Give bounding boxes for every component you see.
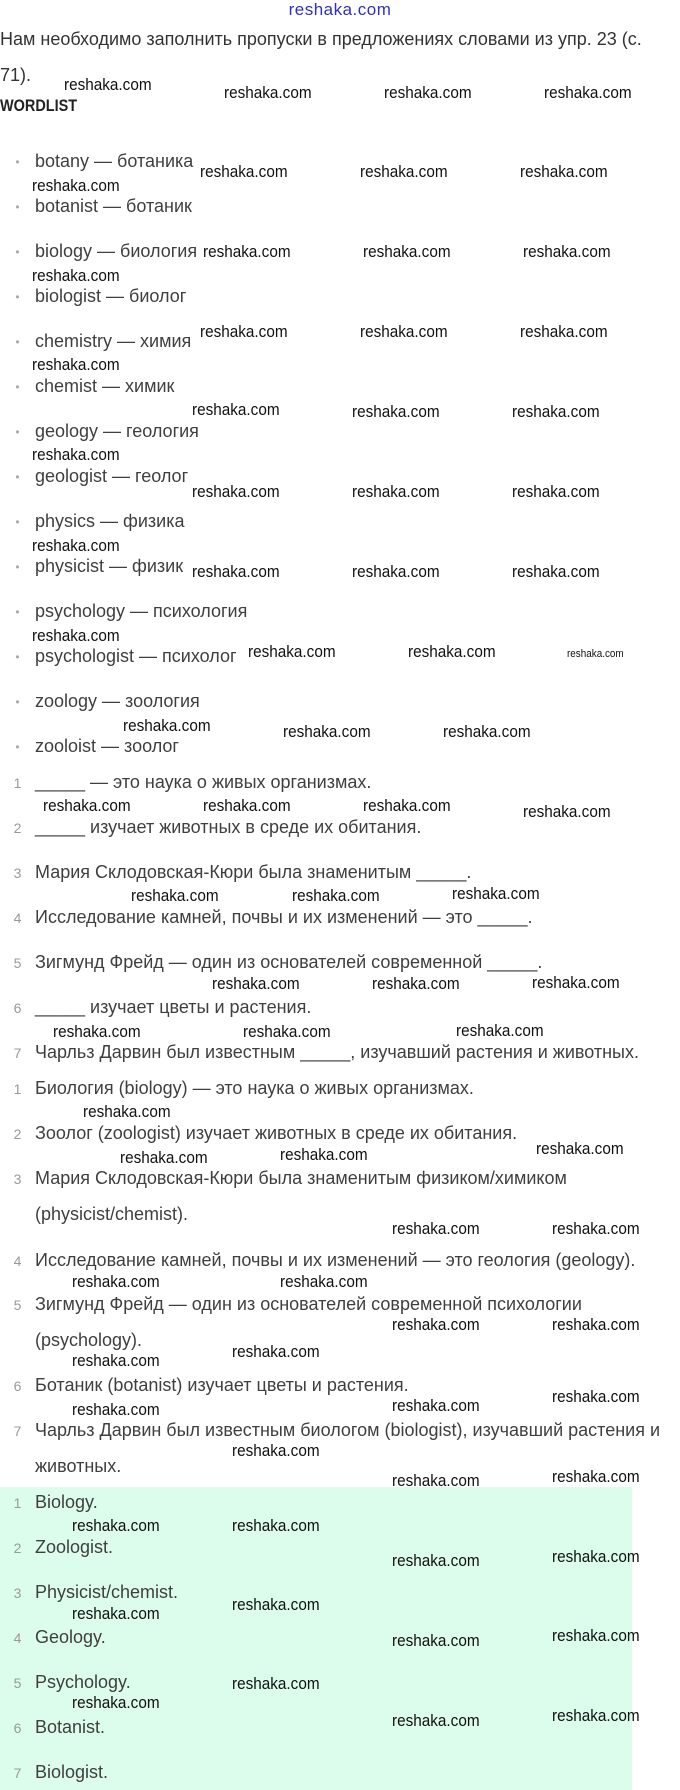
watermark: reshaka.com — [443, 722, 531, 741]
watermark: reshaka.com — [43, 796, 131, 815]
watermark: reshaka.com — [363, 796, 451, 815]
item-text: Чарльз Дарвин был известным биологом (biologist), изучавший растения и — [35, 1420, 660, 1440]
item-text: _____ изучает животных в среде их обитания. — [35, 817, 422, 837]
item-number: 2 — [13, 1540, 22, 1556]
watermark: reshaka.com — [64, 75, 152, 94]
answer-item — [0, 1625, 106, 1649]
watermark: reshaka.com — [72, 1693, 160, 1712]
watermark: reshaka.com — [232, 1674, 320, 1693]
item-number: 2 — [13, 1126, 22, 1142]
bullet-icon: • — [15, 515, 20, 530]
watermark: reshaka.com — [224, 83, 312, 102]
exercise-item — [0, 770, 371, 794]
watermark: reshaka.com — [248, 642, 336, 661]
watermark: reshaka.com — [512, 562, 600, 581]
watermark: reshaka.com — [392, 1219, 480, 1238]
watermark: reshaka.com — [552, 1626, 640, 1645]
bullet-icon: • — [15, 560, 20, 575]
wordlist-item — [0, 149, 193, 173]
item-text: Чарльз Дарвин был известным _____, изучавший растения и животных. — [35, 1042, 639, 1062]
watermark: reshaka.com — [552, 1219, 640, 1238]
item-text: biologist — биолог — [35, 286, 187, 306]
watermark: reshaka.com — [212, 974, 300, 993]
translation-item — [0, 1166, 567, 1190]
watermark: reshaka.com — [283, 722, 371, 741]
item-number: 3 — [13, 1585, 22, 1601]
item-number: 6 — [13, 1000, 22, 1016]
watermark: reshaka.com — [523, 802, 611, 821]
watermark: reshaka.com — [32, 266, 120, 285]
watermark: reshaka.com — [243, 1022, 331, 1041]
wordlist-item — [0, 239, 197, 263]
item-text: geology — геология — [35, 421, 199, 441]
watermark: reshaka.com — [552, 1315, 640, 1334]
wordlist-item — [0, 599, 247, 623]
watermark: reshaka.com — [392, 1551, 480, 1570]
item-text: Biology. — [35, 1492, 98, 1512]
answer-item — [0, 1490, 98, 1514]
watermark: reshaka.com — [53, 1022, 141, 1041]
item-text: _____ изучает цветы и растения. — [35, 997, 312, 1017]
item-number: 5 — [13, 955, 22, 971]
item-number: 5 — [13, 1297, 22, 1313]
bullet-icon: • — [15, 605, 20, 620]
item-text: Исследование камней, почвы и их изменений — это _____. — [35, 907, 533, 927]
bullet-icon: • — [15, 380, 20, 395]
item-text: botany — ботаника — [35, 151, 194, 171]
wordlist-item — [0, 734, 179, 758]
watermark: reshaka.com — [292, 886, 380, 905]
item-text: Мария Склодовская-Кюри была знаменитым _____. — [35, 862, 472, 882]
watermark: reshaka.com — [232, 1516, 320, 1535]
exercise-item — [0, 1040, 639, 1064]
item-text: zoology — зоология — [35, 691, 200, 711]
item-number: 5 — [13, 1675, 22, 1691]
item-text: physics — физика — [35, 511, 185, 531]
site-logo[interactable]: reshaka.com — [288, 0, 392, 19]
item-number: 1 — [13, 1495, 22, 1511]
item-text: zooloist — зоолог — [35, 736, 179, 756]
translation-continuation: (physicist/chemist). — [35, 1204, 189, 1224]
watermark-small: reshaka.com — [567, 648, 624, 660]
watermark: reshaka.com — [512, 482, 600, 501]
item-number: 1 — [13, 775, 22, 791]
watermark: reshaka.com — [72, 1604, 160, 1623]
bullet-icon: • — [15, 695, 20, 710]
item-text: Biologist. — [35, 1762, 109, 1782]
item-text: chemistry — химия — [35, 331, 192, 351]
wordlist-item — [0, 554, 183, 578]
watermark: reshaka.com — [200, 162, 288, 181]
translation-item — [0, 1248, 635, 1272]
watermark: reshaka.com — [32, 536, 120, 555]
item-text: geologist — геолог — [35, 466, 189, 486]
watermark: reshaka.com — [72, 1516, 160, 1535]
translation-item — [0, 1418, 660, 1442]
watermark: reshaka.com — [360, 322, 448, 341]
exercise-item — [0, 815, 421, 839]
wordlist-item — [0, 464, 188, 488]
watermark: reshaka.com — [372, 974, 460, 993]
item-number: 7 — [13, 1423, 22, 1439]
item-text: Зигмунд Фрейд — один из основателей современной психологии — [35, 1294, 582, 1314]
item-text: Psychology. — [35, 1672, 131, 1692]
bullet-icon: • — [15, 200, 20, 215]
item-text: biology — биология — [35, 241, 198, 261]
watermark: reshaka.com — [32, 176, 120, 195]
bullet-icon: • — [15, 650, 20, 665]
item-text: physicist — физик — [35, 556, 184, 576]
watermark: reshaka.com — [32, 626, 120, 645]
watermark: reshaka.com — [232, 1441, 320, 1460]
item-text: Physicist/chemist. — [35, 1582, 179, 1602]
item-text: Исследование камней, почвы и их изменений — это геология (geology). — [35, 1250, 636, 1270]
watermark: reshaka.com — [408, 642, 496, 661]
watermark: reshaka.com — [392, 1396, 480, 1415]
watermark: reshaka.com — [200, 322, 288, 341]
watermark: reshaka.com — [352, 562, 440, 581]
wordlist-item — [0, 644, 237, 668]
wordlist-item — [0, 329, 191, 353]
watermark: reshaka.com — [72, 1400, 160, 1419]
wordlist-item — [0, 194, 192, 218]
item-text: Зигмунд Фрейд — один из основателей современной _____. — [35, 952, 543, 972]
answer-item — [0, 1580, 178, 1604]
translation-continuation: животных. — [35, 1456, 122, 1476]
watermark: reshaka.com — [392, 1631, 480, 1650]
item-text: Geology. — [35, 1627, 106, 1647]
translation-item — [0, 1076, 474, 1100]
watermark: reshaka.com — [32, 445, 120, 464]
watermark: reshaka.com — [280, 1272, 368, 1291]
item-text: psychology — психология — [35, 601, 248, 621]
item-text: Zoologist. — [35, 1537, 114, 1557]
watermark: reshaka.com — [520, 162, 608, 181]
wordlist-item — [0, 509, 184, 533]
watermark: reshaka.com — [392, 1471, 480, 1490]
watermark: reshaka.com — [203, 796, 291, 815]
watermark: reshaka.com — [280, 1145, 368, 1164]
watermark: reshaka.com — [384, 83, 472, 102]
item-number: 6 — [13, 1720, 22, 1736]
watermark: reshaka.com — [552, 1547, 640, 1566]
item-number: 3 — [13, 865, 22, 881]
watermark: reshaka.com — [72, 1351, 160, 1370]
watermark: reshaka.com — [32, 355, 120, 374]
watermark: reshaka.com — [192, 400, 280, 419]
watermark: reshaka.com — [552, 1706, 640, 1725]
item-text: psychologist — психолог — [35, 646, 237, 666]
translation-item — [0, 1121, 517, 1145]
item-text: Зоолог (zoologist) изучает животных в среде их обитания. — [35, 1123, 518, 1143]
watermark: reshaka.com — [363, 242, 451, 261]
bullet-icon: • — [15, 245, 20, 260]
watermark: reshaka.com — [536, 1139, 624, 1158]
item-text: Ботаник (botanist) изучает цветы и растения. — [35, 1375, 409, 1395]
intro-line-1: Нам необходимо заполнить пропуски в предложениях словами из упр. 23 (с. — [0, 29, 642, 49]
intro-line-2: 71). — [0, 65, 32, 85]
item-number: 3 — [13, 1171, 22, 1187]
watermark: reshaka.com — [352, 482, 440, 501]
watermark: reshaka.com — [392, 1315, 480, 1334]
exercise-item — [0, 950, 542, 974]
watermark: reshaka.com — [360, 162, 448, 181]
watermark: reshaka.com — [131, 886, 219, 905]
watermark: reshaka.com — [352, 402, 440, 421]
watermark: reshaka.com — [456, 1021, 544, 1040]
wordlist-item — [0, 284, 186, 308]
item-text: _____ — это наука о живых организмах. — [35, 772, 372, 792]
item-number: 1 — [13, 1081, 22, 1097]
watermark: reshaka.com — [552, 1387, 640, 1406]
watermark: reshaka.com — [123, 716, 211, 735]
item-number: 4 — [13, 1630, 22, 1646]
answer-item — [0, 1535, 113, 1559]
watermark: reshaka.com — [552, 1467, 640, 1486]
item-number: 2 — [13, 820, 22, 836]
watermark: reshaka.com — [232, 1342, 320, 1361]
item-number: 4 — [13, 1253, 22, 1269]
watermark: reshaka.com — [192, 482, 280, 501]
bullet-icon: • — [15, 290, 20, 305]
bullet-icon: • — [15, 155, 20, 170]
translation-item — [0, 1292, 582, 1316]
watermark: reshaka.com — [72, 1272, 160, 1291]
answer-item — [0, 1670, 131, 1694]
item-number: 4 — [13, 910, 22, 926]
watermark: reshaka.com — [232, 1595, 320, 1614]
item-number: 7 — [13, 1045, 22, 1061]
answer-item — [0, 1715, 105, 1739]
item-number: 7 — [13, 1765, 22, 1781]
exercise-item — [0, 995, 311, 1019]
watermark: reshaka.com — [452, 884, 540, 903]
wordlist-item — [0, 374, 174, 398]
bullet-icon: • — [15, 425, 20, 440]
wordlist-heading: WORDLIST — [0, 96, 78, 115]
watermark: reshaka.com — [192, 562, 280, 581]
bullet-icon: • — [15, 740, 20, 755]
wordlist-item — [0, 419, 199, 443]
bullet-icon: • — [15, 335, 20, 350]
item-text: botanist — ботаник — [35, 196, 192, 216]
wordlist-item — [0, 689, 200, 713]
translation-continuation: (psychology). — [35, 1330, 143, 1350]
item-text: Биология (biology) — это наука о живых организмах. — [35, 1078, 474, 1098]
item-text: Мария Склодовская-Кюри была знаменитым физиком/химиком — [35, 1168, 567, 1188]
watermark: reshaka.com — [520, 322, 608, 341]
translation-item — [0, 1373, 409, 1397]
exercise-item — [0, 905, 533, 929]
bullet-icon: • — [15, 470, 20, 485]
watermark: reshaka.com — [512, 402, 600, 421]
watermark: reshaka.com — [392, 1711, 480, 1730]
item-number: 6 — [13, 1378, 22, 1394]
item-text: chemist — химик — [35, 376, 175, 396]
watermark: reshaka.com — [203, 242, 291, 261]
watermark: reshaka.com — [523, 242, 611, 261]
watermark: reshaka.com — [544, 83, 632, 102]
item-text: Botanist. — [35, 1717, 106, 1737]
watermark: reshaka.com — [532, 973, 620, 992]
watermark: reshaka.com — [83, 1102, 171, 1121]
watermark: reshaka.com — [120, 1148, 208, 1167]
exercise-item — [0, 860, 471, 884]
answer-item — [0, 1760, 108, 1784]
